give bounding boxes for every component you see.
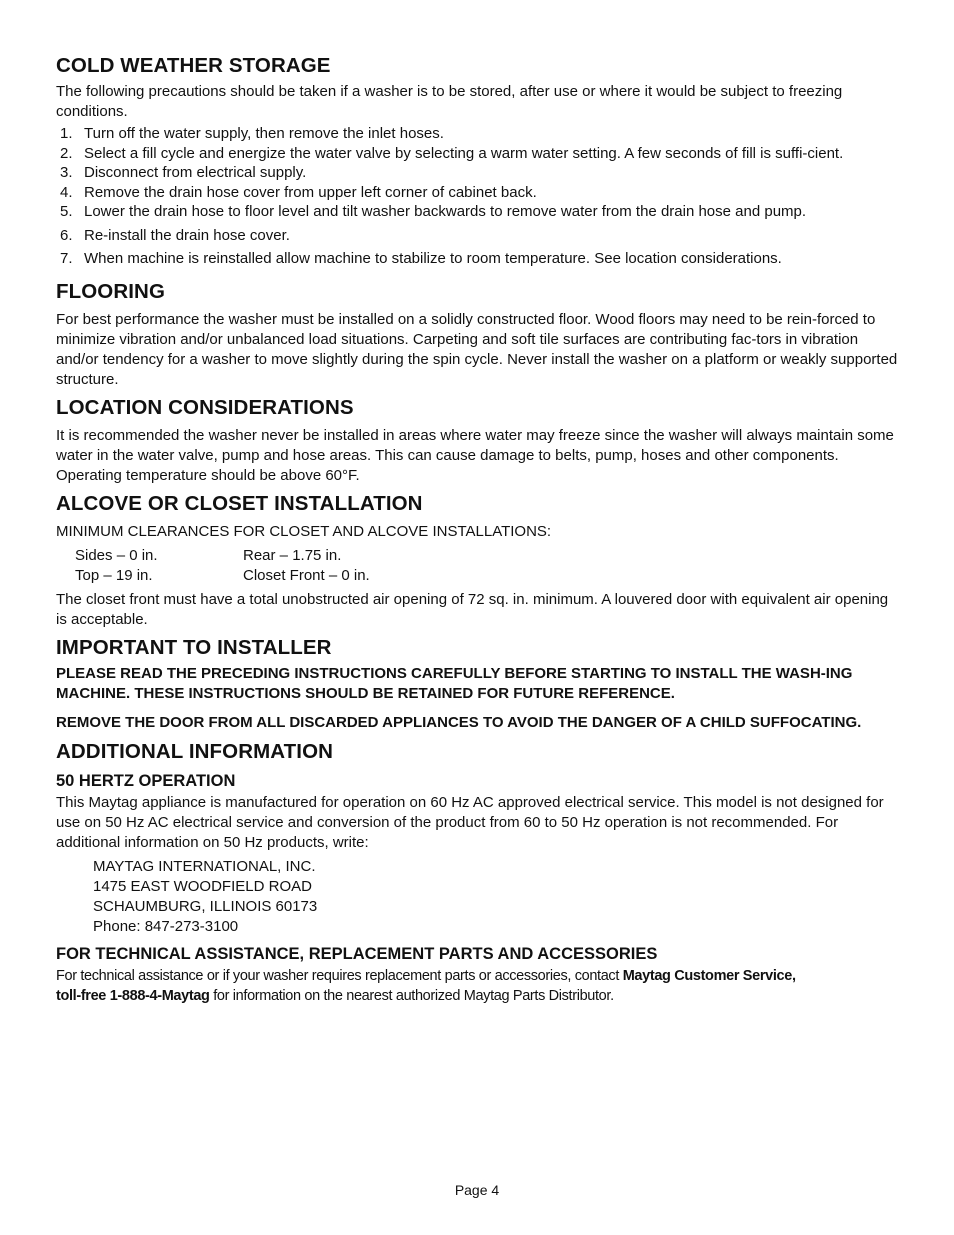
tech-body-text: For technical assistance or if your washer requires replacement parts or accessories, contact [56, 967, 623, 984]
list-item [56, 145, 898, 164]
list-item [56, 227, 898, 246]
installer-heading: IMPORTANT TO INSTALLER [56, 635, 332, 659]
toll-free-number: toll-free 1-888-4-Maytag [56, 987, 210, 1004]
address-line: MAYTAG INTERNATIONAL, INC. [93, 857, 316, 875]
clearance-closet-front: Closet Front – 0 in. [243, 566, 370, 584]
installer-warning-1: PLEASE READ THE PRECEDING INSTRUCTIONS CAREFULLY BEFORE STARTING TO INSTALL THE WASH-ING MACHINE. THESE INSTRUCTIONS SHOULD BE RETAINED FOR FUTURE REFERENCE. [56, 664, 853, 702]
tech-assistance-body [56, 966, 898, 1006]
hertz-heading: 50 HERTZ OPERATION [56, 771, 236, 790]
step-text: Disconnect from electrical supply. [84, 164, 307, 181]
list-item [56, 203, 898, 222]
installer-warning-2: REMOVE THE DOOR FROM ALL DISCARDED APPLIANCES TO AVOID THE DANGER OF A CHILD SUFFOCATING. [56, 713, 862, 731]
step-text: Re-install the drain hose cover. [84, 226, 290, 244]
clearance-sides: Sides – 0 in. [75, 546, 158, 564]
location-heading: LOCATION CONSIDERATIONS [56, 395, 354, 419]
list-item [56, 164, 898, 183]
step-number: 5. [60, 203, 73, 220]
list-item [56, 184, 898, 203]
page-number: Page 4 [454, 1182, 500, 1198]
clearance-rear: Rear – 1.75 in. [243, 546, 342, 564]
address-line: 1475 EAST WOODFIELD ROAD [93, 877, 312, 895]
flooring-heading: FLOORING [56, 279, 165, 303]
location-body: It is recommended the washer never be installed in areas where water may freeze since the washer will always maintain some water in the water valve, pump and hose areas. This can cause damage to belts, pump, hoses and other components. Operating temperature should be above 60°F. [56, 426, 894, 484]
mailing-address [93, 857, 898, 937]
hertz-body: This Maytag appliance is manufactured for operation on 60 Hz AC approved electrical service. This model is not designed for use on 50 Hz AC electrical service and conversion of the product from 60 to 50 Hz operation is not recommended. For additional information on 50 Hz products, write: [56, 793, 884, 851]
cold-weather-steps [56, 125, 898, 269]
address-phone: Phone: 847-273-3100 [93, 917, 239, 935]
alcove-heading: ALCOVE OR CLOSET INSTALLATION [56, 491, 423, 515]
cold-weather-intro: The following precautions should be taken if a washer is to be stored, after use or where it would be subject to freezing conditions. [56, 83, 843, 120]
document-page [56, 53, 898, 1006]
step-number: 1. [60, 125, 73, 142]
step-number: 6. [60, 226, 73, 244]
step-number: 3. [60, 164, 73, 181]
alcove-subtitle: MINIMUM CLEARANCES FOR CLOSET AND ALCOVE INSTALLATIONS: [56, 522, 552, 540]
step-text: Lower the drain hose to floor level and tilt washer backwards to remove water from the drain hose and pump. [84, 203, 807, 220]
clearance-top: Top – 19 in. [75, 566, 153, 584]
customer-service-name: Maytag Customer Service, [622, 967, 796, 984]
step-text: Select a fill cycle and energize the water valve by selecting a warm water setting. A few seconds of fill is suffi-cient. [84, 144, 844, 162]
tech-assistance-heading: FOR TECHNICAL ASSISTANCE, REPLACEMENT PARTS AND ACCESSORIES [56, 944, 658, 963]
step-number: 2. [60, 144, 73, 162]
cold-weather-heading: COLD WEATHER STORAGE [56, 54, 331, 77]
step-number: 4. [60, 183, 73, 201]
tech-body-text-end: for information on the nearest authorized Maytag Parts Distributor. [209, 987, 614, 1004]
step-text: Turn off the water supply, then remove the inlet hoses. [84, 125, 444, 142]
additional-heading: ADDITIONAL INFORMATION [56, 739, 334, 763]
list-item [56, 250, 898, 269]
clearances-table [75, 546, 898, 586]
step-text: Remove the drain hose cover from upper left corner of cabinet back. [84, 183, 537, 201]
address-line: SCHAUMBURG, ILLINOIS 60173 [93, 897, 318, 915]
step-text: When machine is reinstalled allow machine to stabilize to room temperature. See location considerations. [84, 250, 782, 267]
alcove-body: The closet front must have a total unobstructed air opening of 72 sq. in. minimum. A louvered door with equivalent air opening is acceptable. [56, 590, 889, 628]
list-item [56, 125, 898, 144]
flooring-body: For best performance the washer must be installed on a solidly constructed floor. Wood floors may need to be rein-forced to minimize vibration and/or unbalanced load situations. Carpeting and soft tile surfaces are contributing fac-tors in vibration and/or tendency for a washer to move slightly during the spin cycle. Never install the washer on a platform or weakly supported structure. [56, 310, 898, 388]
step-number: 7. [60, 250, 73, 267]
